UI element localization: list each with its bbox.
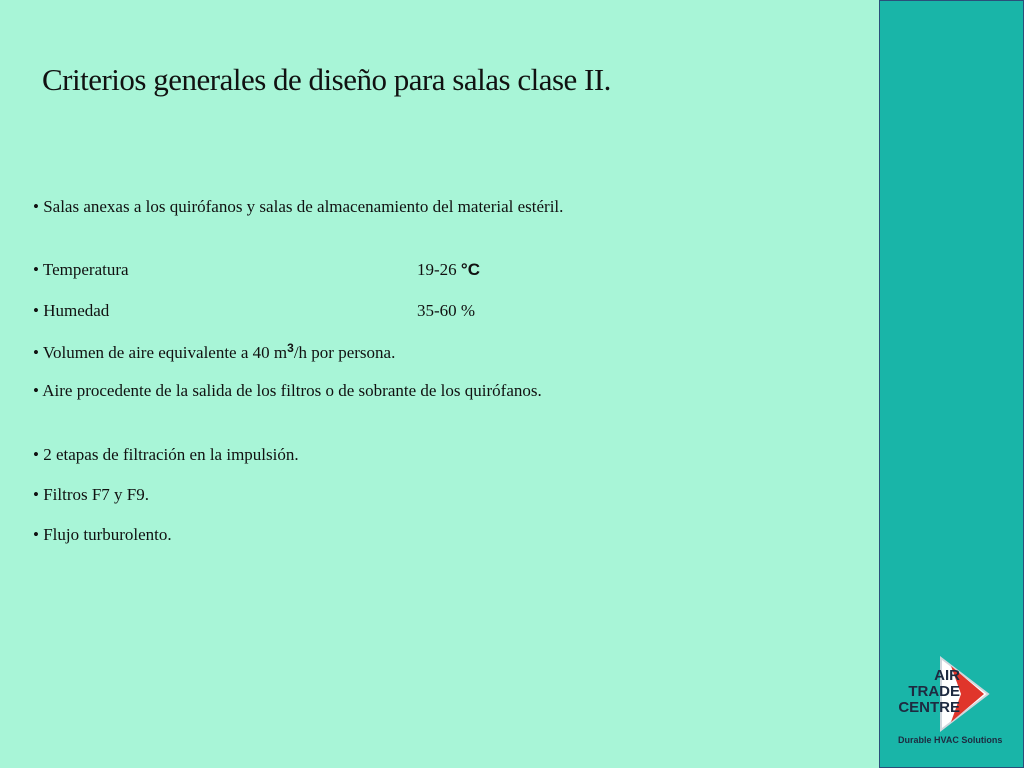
volumen-text: Volumen de aire equivalente a 40 m <box>42 343 288 362</box>
bullet-volumen <box>33 341 395 363</box>
temperatura-value <box>417 260 480 280</box>
logo-line-air: AIR <box>934 667 960 684</box>
bullet-intro-text: Salas anexas a los quirófanos y salas de almacenamiento del material estéril. <box>43 197 564 216</box>
bullet-marker: • <box>33 485 44 504</box>
bullet-humedad <box>33 301 476 321</box>
bullet-aire-text: Aire procedente de la salida de los filtros o de sobrante de los quirófanos. <box>42 381 542 400</box>
humedad-label: Humedad <box>43 301 110 320</box>
bullet-temperatura <box>33 260 480 280</box>
bullet-etapas-text: 2 etapas de filtración en la impulsión. <box>43 445 299 464</box>
bullet-marker: • <box>33 197 44 216</box>
bullet-marker: • <box>33 445 44 464</box>
bullet-marker: • <box>33 381 43 400</box>
slide-title: Criterios generales de diseño para salas clase II. <box>42 62 611 97</box>
humedad-value: 35-60 % <box>417 301 476 320</box>
bullet-aire <box>33 381 542 401</box>
bullet-marker: • <box>33 260 43 279</box>
side-panel <box>879 0 1024 768</box>
logo-line-trade: TRADE <box>908 683 960 700</box>
volumen-superscript: 3 <box>287 341 294 355</box>
volumen-text-end: /h por persona. <box>293 343 396 362</box>
bullet-flujo <box>33 525 172 545</box>
bullet-etapas <box>33 445 299 465</box>
temperatura-label: Temperatura <box>42 260 129 279</box>
bullet-marker: • <box>33 525 44 544</box>
bullet-flujo-text: Flujo turburolento. <box>43 525 172 544</box>
bullet-intro <box>33 197 563 217</box>
bullet-marker: • <box>33 301 44 320</box>
bullet-filtros-text: Filtros F7 y F9. <box>43 485 150 504</box>
logo-line-centre: CENTRE <box>898 699 960 716</box>
logo-tagline: Durable HVAC Solutions <box>898 735 1003 745</box>
temperatura-range: 19-26 <box>417 260 461 279</box>
temperatura-unit: °C <box>460 260 480 279</box>
bullet-marker: • <box>33 343 43 362</box>
bullet-filtros <box>33 485 149 505</box>
